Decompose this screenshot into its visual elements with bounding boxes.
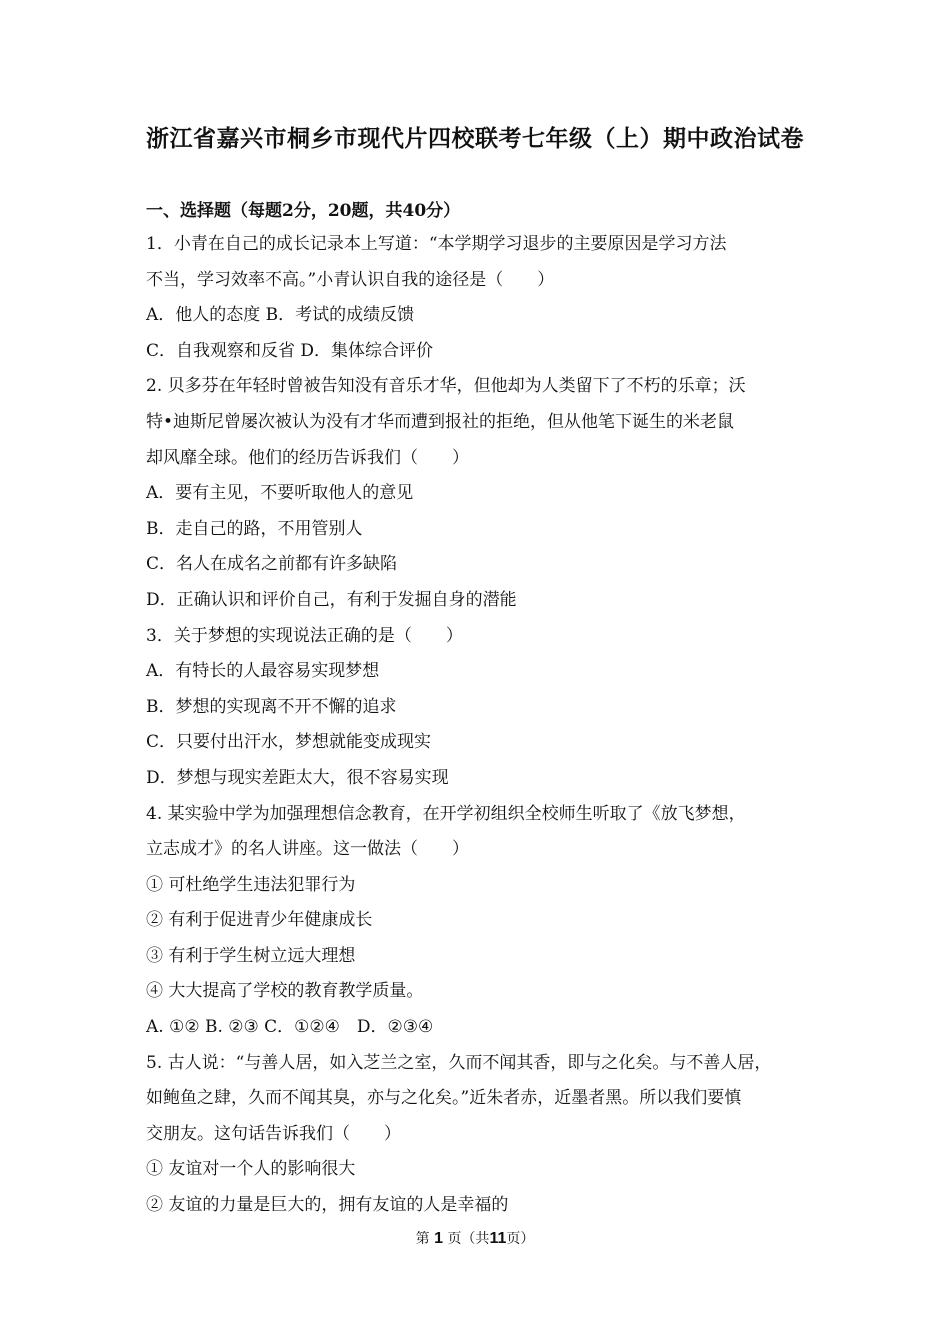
option-line: A．有特长的人最容易实现梦想 xyxy=(146,661,380,682)
statement-line: ② 有利于促进青少年健康成长 xyxy=(146,910,373,931)
option-line: A. ①② B. ②③ C．①②④ D．②③④ xyxy=(146,1017,434,1038)
statement-line: ④ 大大提高了学校的教育教学质量。 xyxy=(146,981,424,1002)
statement-line: ③ 有利于学生树立远大理想 xyxy=(146,945,356,966)
statement-line: ② 友谊的力量是巨大的，拥有友谊的人是幸福的 xyxy=(146,1195,509,1216)
statement-line: ① 可杜绝学生违法犯罪行为 xyxy=(146,874,356,895)
text-line: 4. 某实验中学为加强理想信念教育，在开学初组织全校师生听取了《放飞梦想， xyxy=(146,803,746,824)
footer-suffix: 页） xyxy=(506,1231,535,1247)
text-line: 3．关于梦想的实现说法正确的是（ ） xyxy=(146,625,463,646)
exam-title: 浙江省嘉兴市桐乡市现代片四校联考七年级（上）期中政治试卷 xyxy=(146,125,804,152)
text-line: 不当，学习效率不高。”小青认识自我的途径是（ ） xyxy=(146,269,555,290)
option-line: B．走自己的路，不用管别人 xyxy=(146,518,363,539)
option-line: A．他人的态度 B．考试的成绩反馈 xyxy=(146,305,415,326)
text-line: 2. 贝多芬在年轻时曾被告知没有音乐才华，但他却为人类留下了不朽的乐章；沃 xyxy=(146,376,746,397)
page-total: 11 xyxy=(489,1230,507,1247)
text-line: 1．小青在自己的成长记录本上写道：“本学期学习退步的主要原因是学习方法 xyxy=(146,234,727,254)
text-line: 如鲍鱼之肆，久而不闻其臭，亦与之化矣。”近朱者赤，近墨者黑。所以我们要慎 xyxy=(146,1088,742,1109)
option-line: C．名人在成名之前都有许多缺陷 xyxy=(146,554,398,575)
option-line: C．只要付出汗水，梦想就能变成现实 xyxy=(146,732,432,753)
option-line: C．自我观察和反省 D．集体综合评价 xyxy=(146,340,434,361)
page-footer xyxy=(0,1228,950,1248)
question-body xyxy=(146,227,810,1224)
option-line: D．正确认识和评价自己，有利于发掘自身的潜能 xyxy=(146,589,517,610)
page-number: 1 xyxy=(434,1230,443,1247)
footer-middle: 页（共 xyxy=(447,1231,490,1247)
text-line: 立志成才》的名人讲座。这一做法（ ） xyxy=(146,839,469,860)
statement-line: ① 友谊对一个人的影响很大 xyxy=(146,1159,356,1180)
text-line: 却风靡全球。他们的经历告诉我们（ ） xyxy=(146,447,469,468)
section-heading: 一、选择题（每题2分，20题，共40分） xyxy=(146,201,461,221)
footer-prefix: 第 xyxy=(415,1231,430,1247)
text-line: 交朋友。这句话告诉我们（ ） xyxy=(146,1123,401,1144)
text-line: 5. 古人说：“与善人居，如入芝兰之室，久而不闻其香，即与之化矣。与不善人居， xyxy=(146,1052,772,1073)
text-line: 特•迪斯尼曾屡次被认为没有才华而遭到报社的拒绝，但从他笔下诞生的米老鼠 xyxy=(146,411,735,432)
option-line: D．梦想与现实差距太大，很不容易实现 xyxy=(146,767,449,788)
option-line: A．要有主见，不要听取他人的意见 xyxy=(146,483,414,504)
option-line: B．梦想的实现离不开不懈的追求 xyxy=(146,696,397,717)
